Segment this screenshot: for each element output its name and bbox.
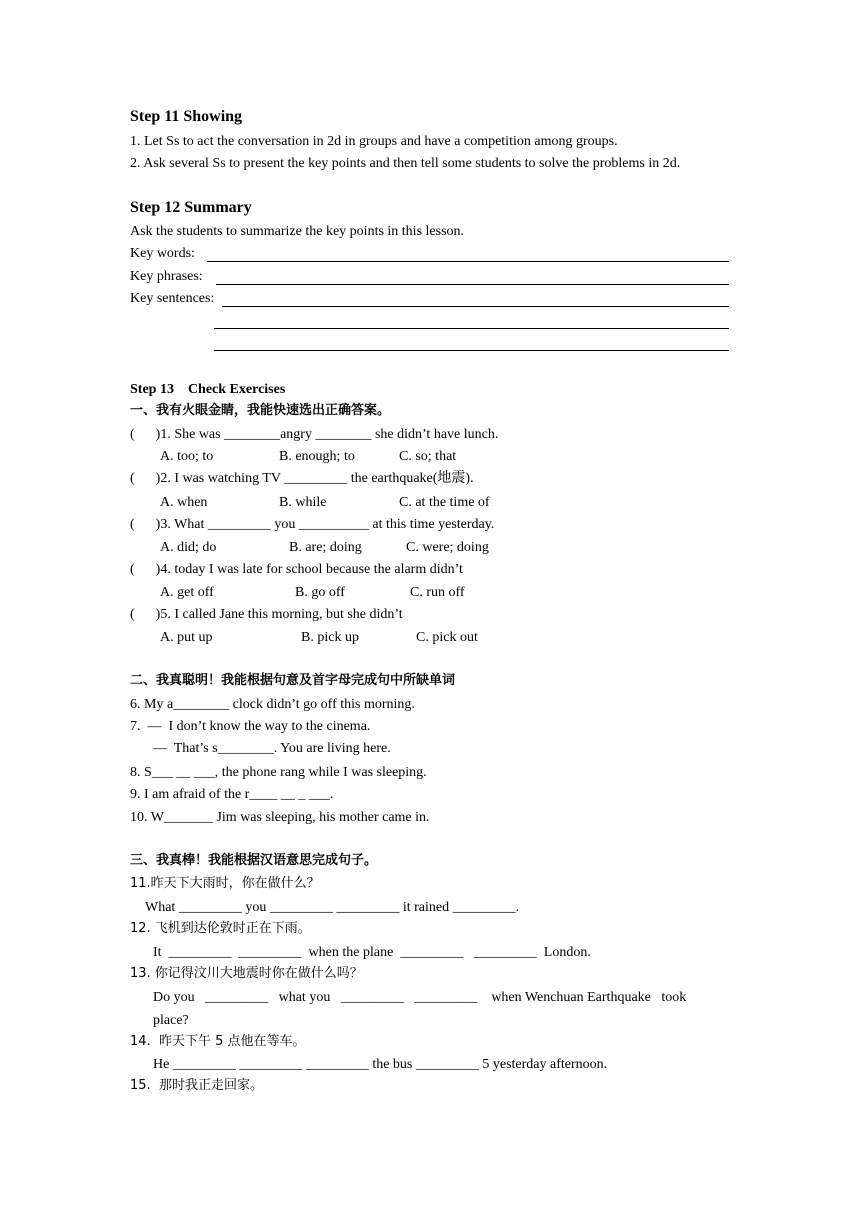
question-4-option-a: A. get off [160, 585, 214, 600]
key-sentences-line-3 [214, 350, 729, 351]
question-1-option-b: B. enough; to [279, 449, 355, 464]
key-words-label: Key words: [130, 246, 195, 261]
question-11-english: What _________ you _________ _________ it rained _________. [145, 900, 520, 915]
question-9: 9. I am afraid of the r____ __ _ ___. [130, 787, 334, 802]
question-6: 6. My a________ clock didn’t go off this morning. [130, 697, 415, 712]
question-13-english-cont: place? [153, 1013, 189, 1028]
question-15-chinese: 15. 那时我正走回家。 [130, 1078, 263, 1093]
question-3-option-c: C. were; doing [406, 540, 489, 555]
question-5-option-b: B. pick up [301, 630, 359, 645]
step12-title: Step 12 Summary [130, 199, 252, 216]
question-3-option-b: B. are; doing [289, 540, 362, 555]
question-1-option-a: A. too; to [160, 449, 214, 464]
question-2-option-c: C. at the time of [399, 495, 490, 510]
question-3-option-a: A. did; do [160, 540, 217, 555]
question-2-option-b: B. while [279, 495, 327, 510]
question-4-stem: ( )4. today I was late for school because the alarm didn’t [130, 562, 463, 577]
question-14-chinese: 14. 昨天下午 5 点他在等车。 [130, 1034, 306, 1049]
question-7-line-2: — That’s s________. You are living here. [153, 741, 391, 756]
key-phrases-line [216, 284, 729, 285]
question-2-stem: ( )2. I was watching TV _________ the earthquake(地震). [130, 471, 474, 486]
section1-heading: 一、我有火眼金睛，我能快速选出正确答案。 [130, 403, 391, 418]
question-4-option-c: C. run off [410, 585, 465, 600]
question-8: 8. S___ __ ___, the phone rang while I was sleeping. [130, 765, 427, 780]
key-phrases-label: Key phrases: [130, 269, 203, 284]
section3-heading: 三、我真棒！我能根据汉语意思完成句子。 [130, 853, 378, 868]
question-5-option-c: C. pick out [416, 630, 478, 645]
step11-line-1: 1. Let Ss to act the conversation in 2d in groups and have a competition among groups. [130, 134, 618, 149]
key-words-line [207, 261, 729, 262]
key-sentences-label: Key sentences: [130, 291, 215, 306]
question-13-chinese: 13. 你记得汶川大地震时你在做什么吗？ [130, 966, 363, 981]
question-5-option-a: A. put up [160, 630, 213, 645]
question-13-english: Do you _________ what you _________ _________ when Wenchuan Earthquake took [153, 990, 687, 1005]
question-12-chinese: 12. 飞机到达伦敦时正在下雨。 [130, 921, 311, 936]
question-5-stem: ( )5. I called Jane this morning, but she didn’t [130, 607, 403, 622]
question-2-option-a: A. when [160, 495, 208, 510]
question-3-stem: ( )3. What _________ you __________ at this time yesterday. [130, 517, 495, 532]
step11-title: Step 11 Showing [130, 108, 243, 125]
step11-line-2: 2. Ask several Ss to present the key points and then tell some students to solve the problems in 2d. [130, 156, 681, 171]
step12-intro: Ask the students to summarize the key points in this lesson. [130, 224, 465, 239]
question-11-chinese: 11.昨天下大雨时，你在做什么？ [130, 876, 320, 891]
question-1-stem: ( )1. She was ________angry ________ she didn’t have lunch. [130, 427, 499, 442]
question-7-line-1: 7. — I don’t know the way to the cinema. [130, 719, 371, 734]
key-sentences-line-1 [222, 306, 729, 307]
question-10: 10. W_______ Jim was sleeping, his mother came in. [130, 810, 430, 825]
question-4-option-b: B. go off [295, 585, 345, 600]
section2-heading: 二、我真聪明！我能根据句意及首字母完成句中所缺单词 [130, 673, 456, 688]
key-sentences-line-2 [214, 328, 729, 329]
question-1-option-c: C. so; that [399, 449, 457, 464]
step13-title: Step 13 Check Exercises [130, 382, 286, 397]
question-14-english: He _________ _________ _________ the bus _________ 5 yesterday afternoon. [153, 1057, 608, 1072]
question-12-english: It _________ _________ when the plane _________ _________ London. [153, 945, 591, 960]
